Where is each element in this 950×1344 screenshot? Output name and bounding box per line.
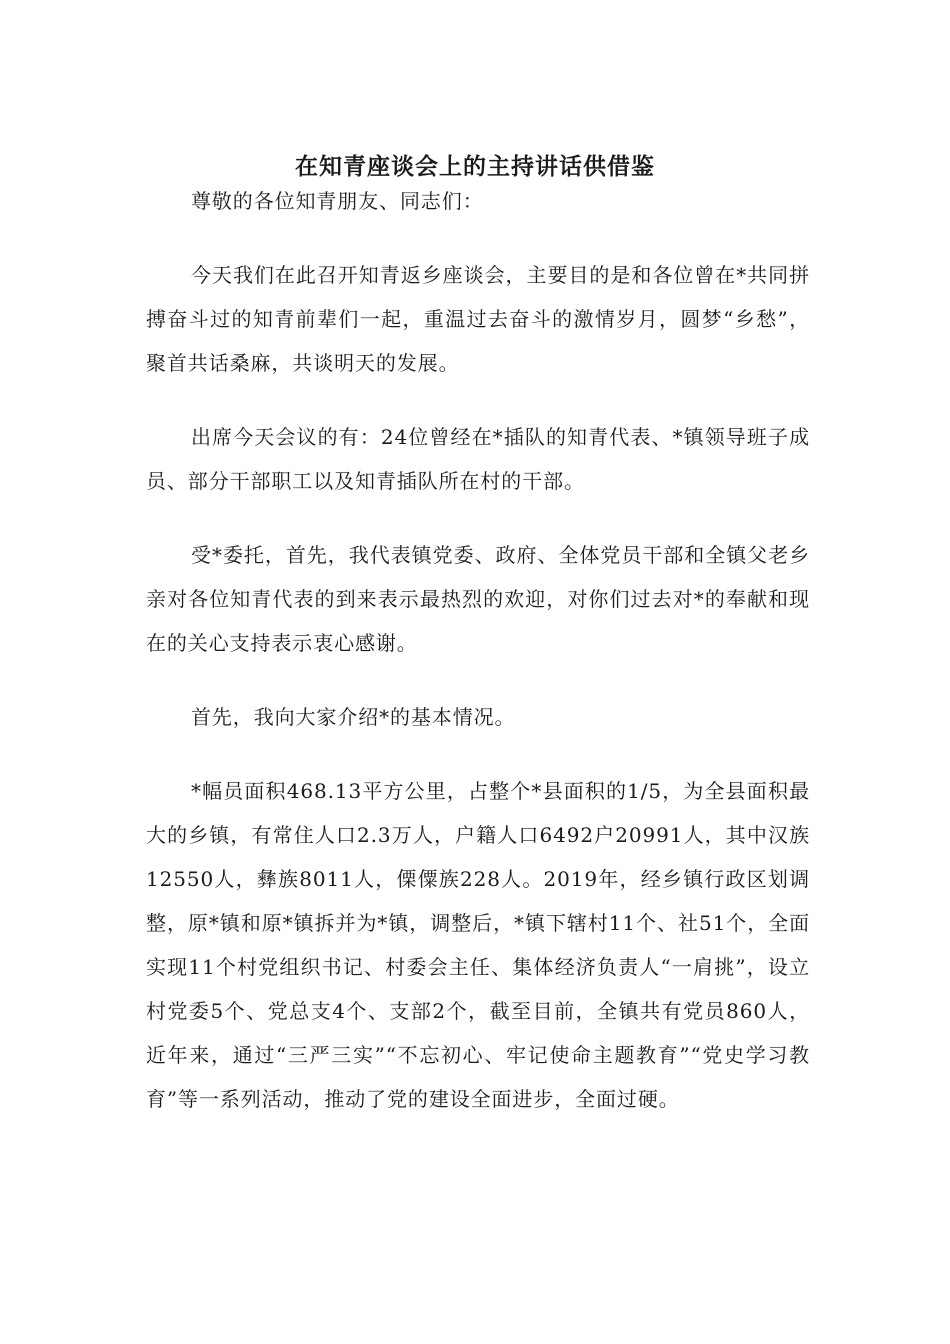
document-body [146,179,810,1121]
meeting-purpose-paragraph: 今天我们在此召开知青返乡座谈会，主要目的是和各位曾在*共同拼搏奋斗过的知青前辈们一起，重温过去奋斗的激情岁月，圆梦“乡愁”，聚首共话桑麻，共谈明天的发展。 [146,263,810,375]
introduction-paragraph: 首先，我向大家介绍*的基本情况。 [191,705,516,729]
greeting-paragraph: 尊敬的各位知青朋友、同志们： [191,189,484,213]
town-overview-paragraph: *幅员面积468.13平方公里，占整个*县面积的1/5，为全县面积最大的乡镇，有常住人口2.3万人，户籍人口6492户20991人，其中汉族12550人，彝族8011人，傈僳族228人。2019年，经乡镇行政区划调整，原*镇和原*镇拆并为*镇，调整后，*镇下辖村11个、社51个，全面实现11个村党组织书记、村委会主任、集体经济负责人“一肩挑”，设立村党委5个、党总支4个、支部2个，截至目前，全镇共有党员860人，近年来，通过“三严三实”“不忘初心、牢记使命主题教育”“党史学习教育”等一系列活动，推动了党的建设全面进步，全面过硬。 [146,779,810,1111]
welcome-paragraph: 受*委托，首先，我代表镇党委、政府、全体党员干部和全镇父老乡亲对各位知青代表的到来表示最热烈的欢迎，对你们过去对*的奉献和现在的关心支持表示衷心感谢。 [146,543,810,655]
attendees-paragraph: 出席今天会议的有：24位曾经在*插队的知青代表、*镇领导班子成员、部分干部职工以及知青插队所在村的干部。 [146,425,810,493]
document-title: 在知青座谈会上的主持讲话供借鉴 [295,153,655,180]
